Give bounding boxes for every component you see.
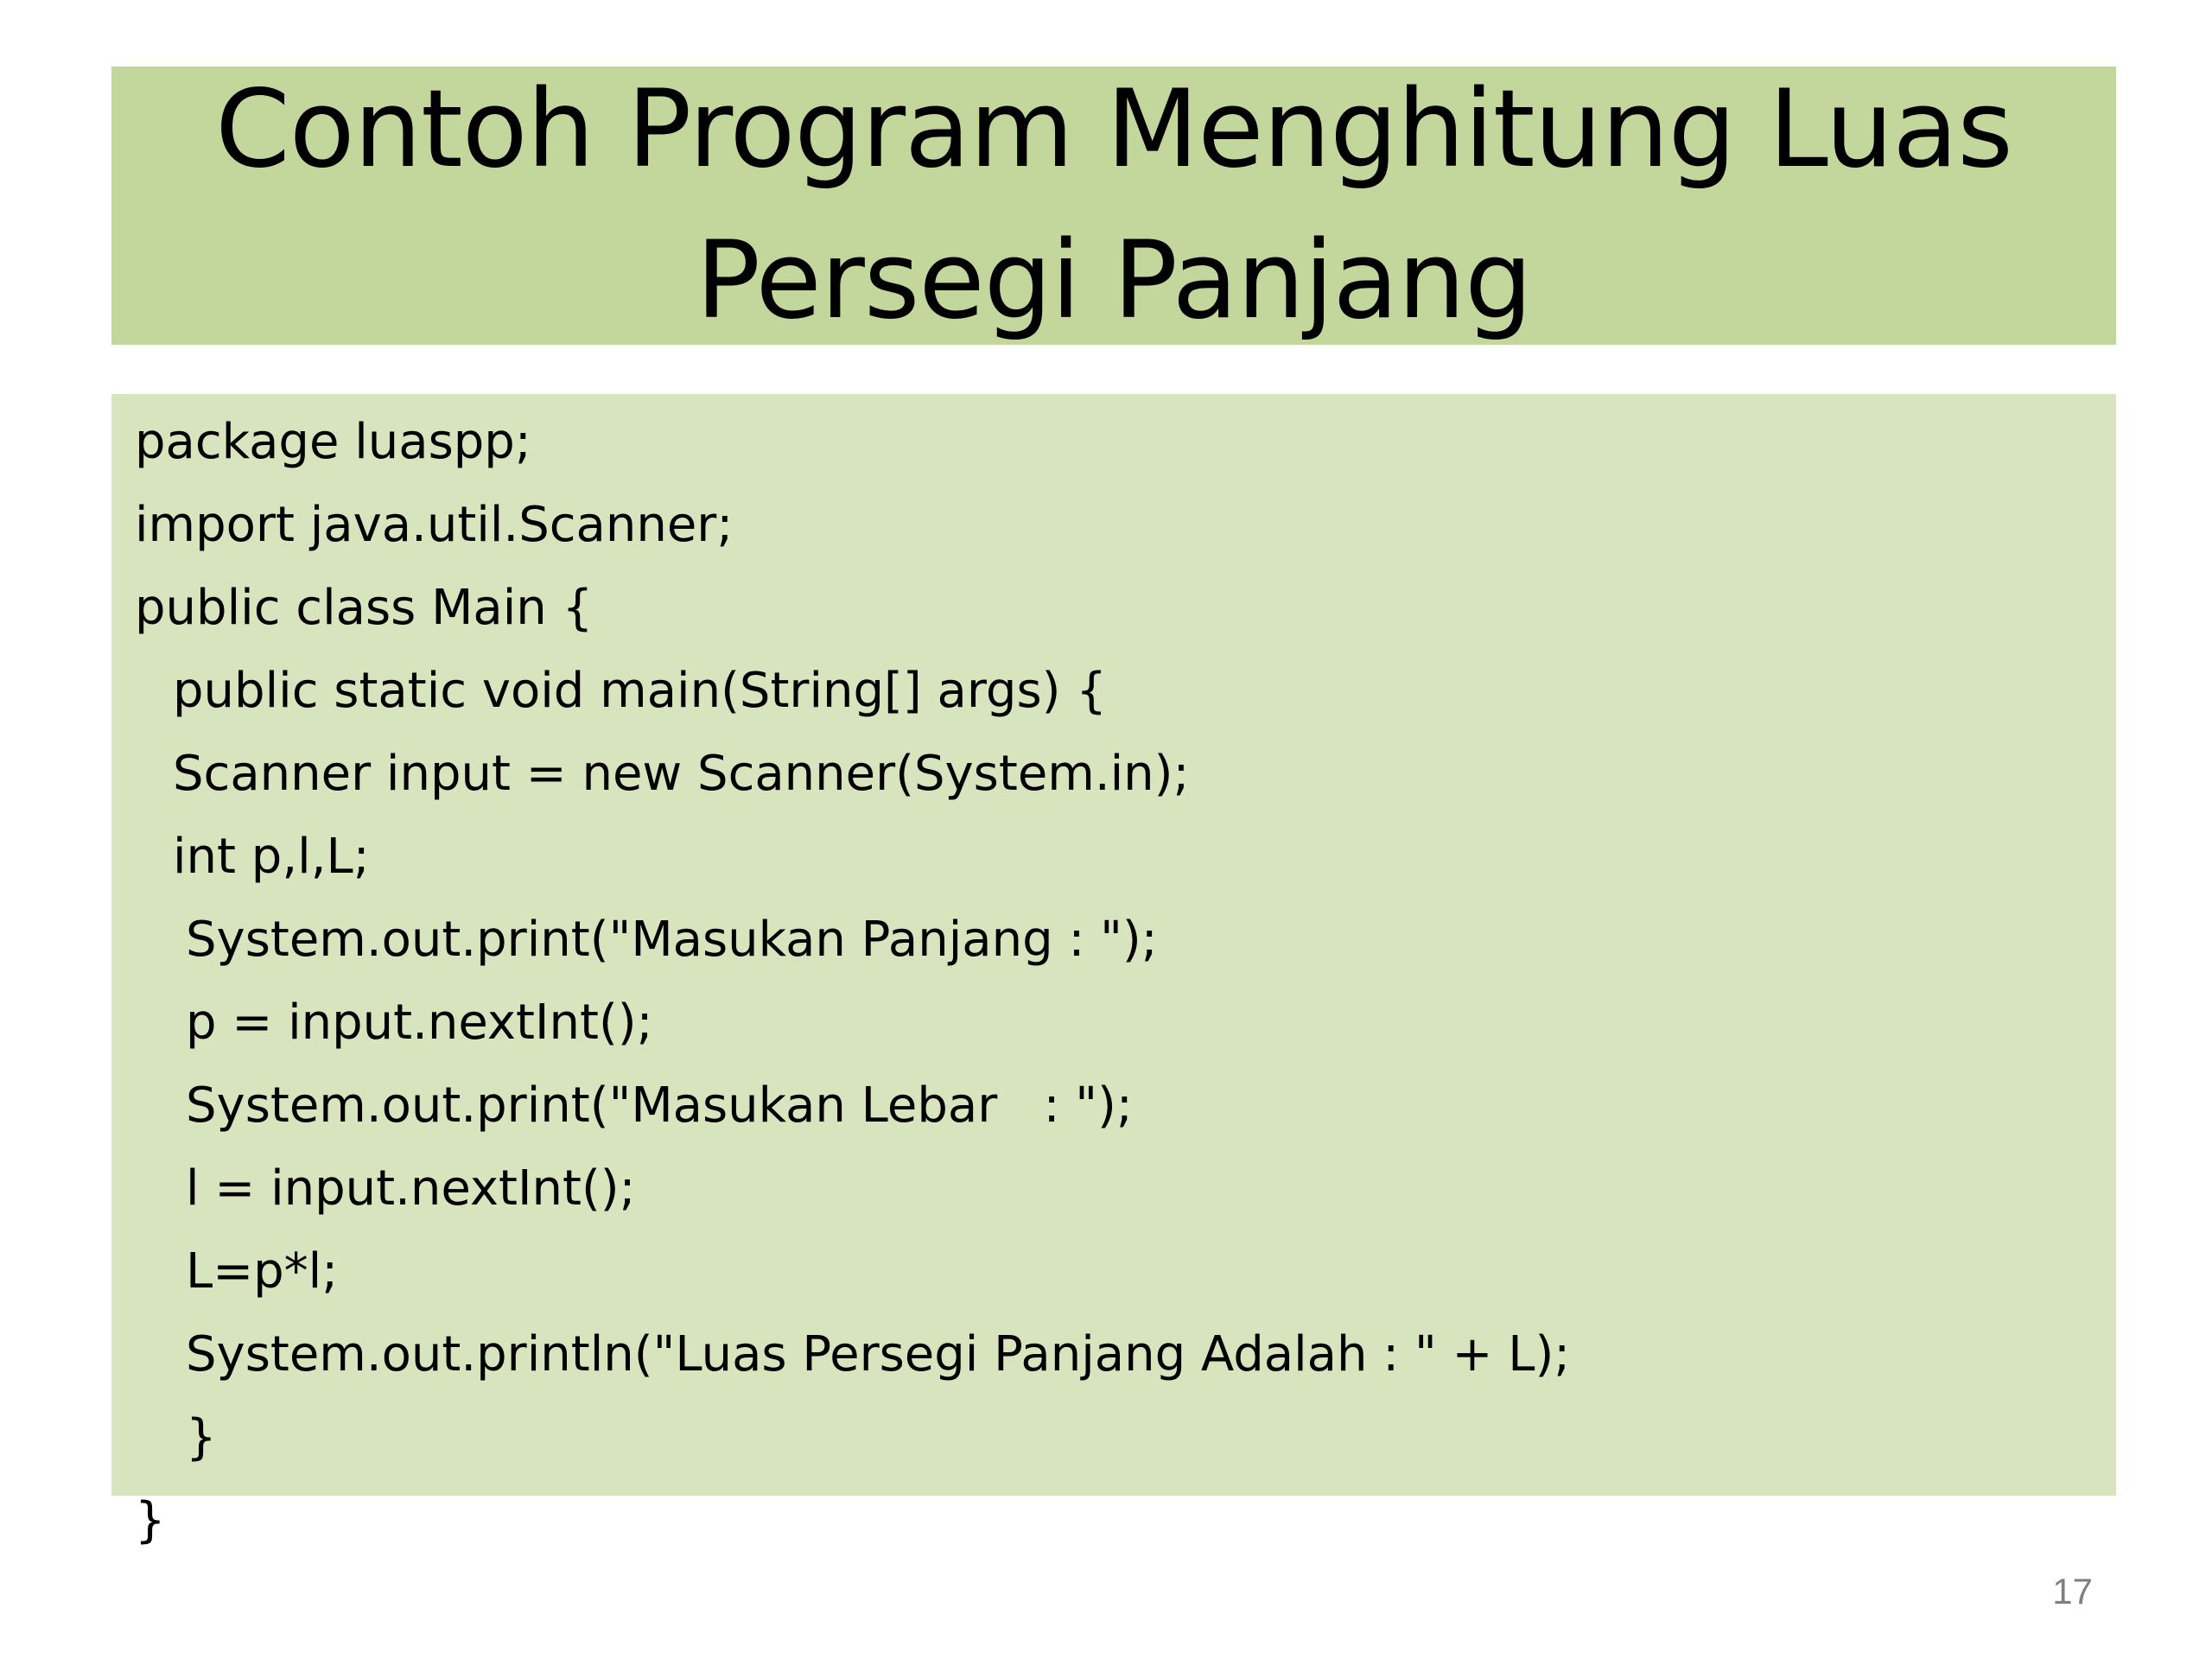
code-line: public class Main { [135, 580, 594, 636]
code-line: } [135, 1492, 166, 1548]
code-line: int p,l,L; [173, 829, 370, 885]
code-line: p = input.nextInt(); [186, 995, 653, 1051]
code-line: System.out.print("Masukan Lebar : "); [186, 1077, 1133, 1134]
code-line: package luaspp; [135, 414, 531, 470]
code-line: } [186, 1409, 217, 1465]
code-line: public static void main(String[] args) { [173, 663, 1107, 719]
page-number: 17 [2052, 1571, 2093, 1611]
slide-title-line-1: Contoh Program Menghitung Luas [215, 67, 2012, 192]
slide-title-line-2: Persegi Panjang [696, 219, 1532, 343]
code-line: l = input.nextInt(); [186, 1160, 636, 1217]
code-line: import java.util.Scanner; [135, 497, 734, 553]
code-line: System.out.print("Masukan Panjang : "); [186, 912, 1158, 968]
code-line: System.out.println("Luas Persegi Panjang Adalah : " + L); [186, 1326, 1571, 1382]
code-line: Scanner input = new Scanner(System.in); [173, 746, 1190, 802]
code-line: L=p*l; [186, 1243, 339, 1300]
title-box [111, 67, 2116, 345]
